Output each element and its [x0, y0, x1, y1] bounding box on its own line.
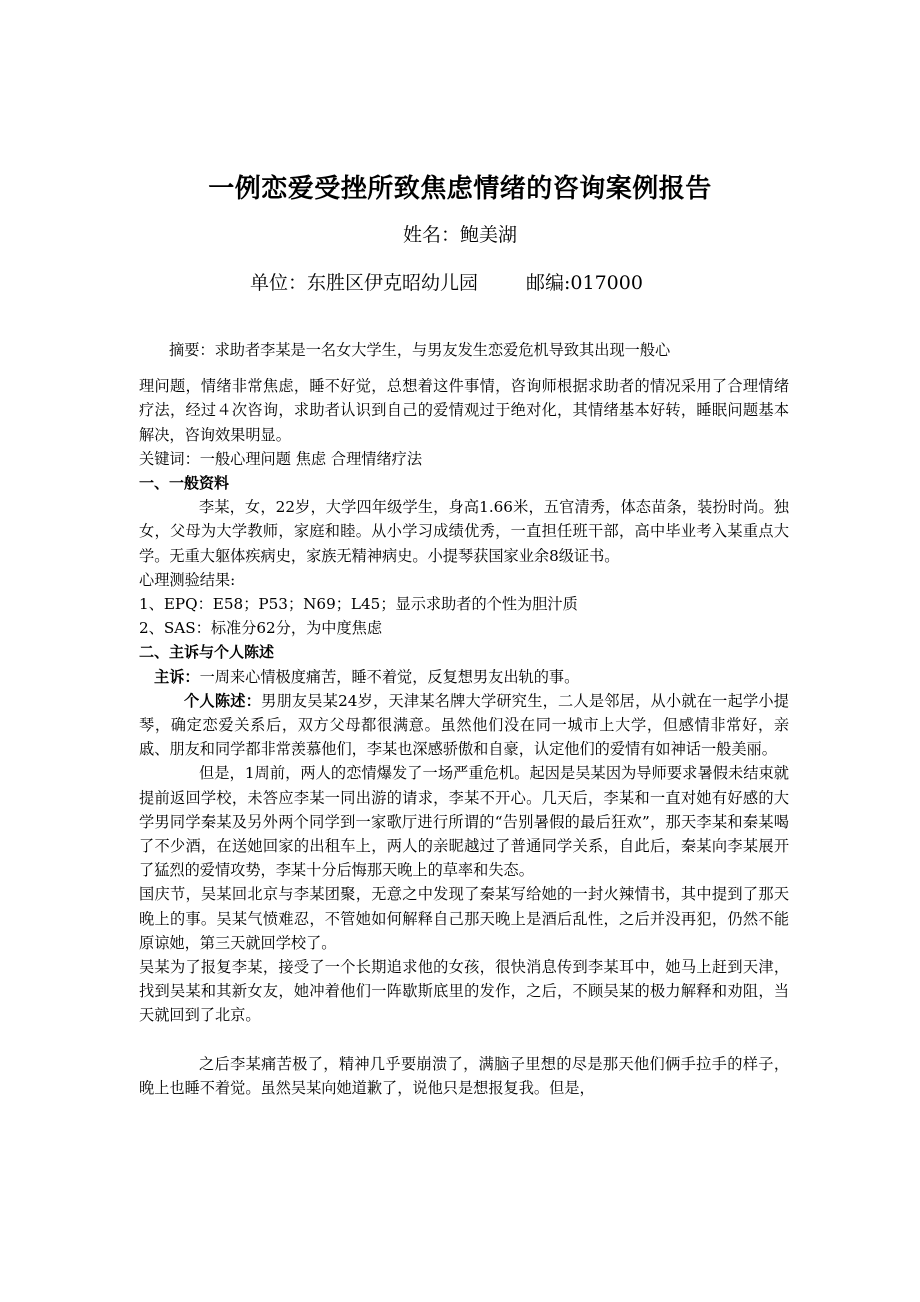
complaint-text: 一周来心情极度痛苦，睡不着觉，反复想男友出轨的事。: [199, 667, 580, 686]
test-results-label: 心理测验结果:: [139, 570, 236, 589]
statement-label: 个人陈述：: [184, 691, 262, 710]
statement-text: 男朋友吴某24岁，天津某名牌大学研究生，二人是邻居，从小就在一起学小提琴，确定恋爱关系后，双方父母都很满意。虽然他们没在同一城市上大学，但感情非常好，亲戚、朋友和同学都非常羡慕他们，李某也深感骄傲和自豪，认定他们的爱情有如神话一般美丽。: [139, 691, 789, 759]
author-line: 姓名：鲍美湖: [402, 224, 517, 246]
aftermath-paragraph: 之后李某痛苦极了，精神几乎要崩溃了，满脑子里想的尽是那天他们俩手拉手的样子，晚上也睡不着觉。虽然吴某向她道歉了，说他只是想报复我。但是，: [139, 1054, 789, 1097]
revenge-paragraph: 吴某为了报复李某，接受了一个长期追求他的女孩，很快消息传到李某耳中，她马上赶到天津，找到吴某和其新女友，她冲着他们一阵歇斯底里的发作，之后，不顾吴某的极力解释和劝阻，当天就回到了北京。: [139, 958, 789, 1025]
statement-paragraph: [139, 689, 789, 762]
document-title: 一例恋爱受挫所致焦虑情绪的咨询案例报告: [208, 174, 712, 204]
abstract-text: 理问题，情绪非常焦虑，睡不好觉，总想着这件事情，咨询师根据求助者的情况采用了合理情绪疗法，经过４次咨询，求助者认识到自己的爱情观过于绝对化，其情绪基本好转，睡眠问题基本解决，咨询效果明显。: [139, 377, 789, 444]
unit-text: 单位：东胜区伊克昭幼儿园: [250, 272, 479, 294]
national-day-paragraph: 国庆节，吴某回北京与李某团聚，无意之中发现了秦某写给她的一封火辣情书，其中提到了那天晚上的事。吴某气愤难忍，不管她如何解释自己那天晚上是酒后乱性，之后并没再犯，仍然不能原谅她，第三天就回学校了。: [139, 885, 789, 952]
section-heading-complaint: 二、主诉与个人陈述: [139, 643, 275, 662]
complaint-paragraph: [139, 665, 789, 689]
document-body: [139, 338, 789, 1100]
unit-line: [250, 268, 750, 295]
general-info-paragraph: 李某，女，22岁，大学四年级学生，身高1.66米，五官清秀，体态苗条，装扮时尚。独女，父母为大学教师，家庭和睦。从小学习成绩优秀，一直担任班干部，高中毕业考入某重点大学。无重大躯体疾病史，家族无精神病史。小提琴获国家业余8级证书。: [139, 498, 789, 565]
blank-line: [139, 1028, 789, 1052]
crisis-paragraph: 但是，1周前，两人的恋情爆发了一场严重危机。起因是吴某因为导师要求暑假未结束就提前返回学校，未答应李某一同出游的请求，李某不开心。几天后，李某和一直对她有好感的大学男同学秦某及另外两个同学到一家歌厅进行所谓的“告别暑假的最后狂欢”，那天李某和秦某喝了不少酒，在送她回家的出租车上，两人的亲昵越过了普通同学关系，自此后，秦某向李某展开了猛烈的爱情攻势，李某十分后悔那天晚上的草率和失态。: [139, 764, 789, 880]
section-heading-general-info: 一、一般资料: [139, 474, 230, 493]
test-result-epq: 1、EPQ：E58；P53；N69；L45；显示求助者的个性为胆汁质: [139, 595, 578, 614]
keywords: 关键词：一般心理问题 焦虑 合理情绪疗法: [139, 449, 423, 468]
postcode-text: 邮编:017000: [526, 272, 643, 294]
test-result-sas: 2、SAS：标准分62分，为中度焦虑: [139, 619, 383, 638]
complaint-label: 主诉：: [154, 667, 200, 686]
abstract-first-line: 摘要：求助者李某是一名女大学生，与男友发生恋爱危机导致其出现一般心: [169, 341, 671, 359]
